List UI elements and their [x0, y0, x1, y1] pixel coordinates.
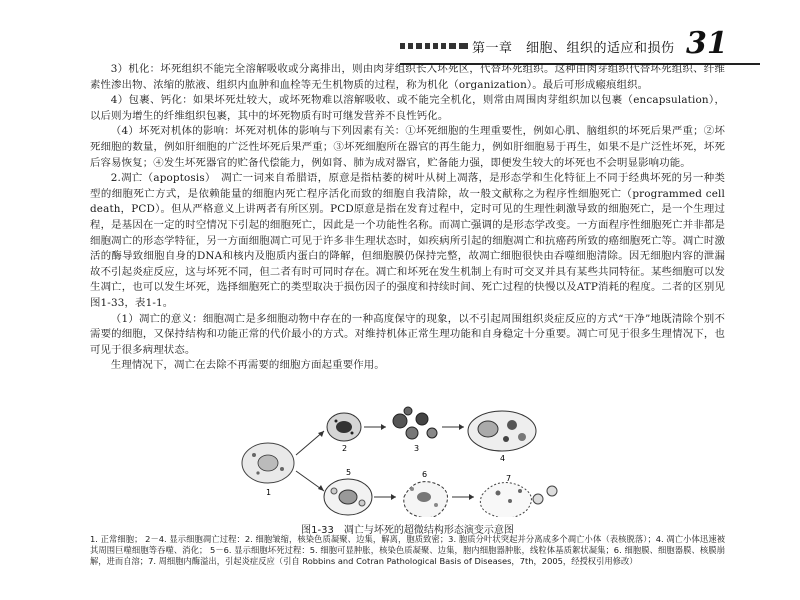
paragraph-encapsulation: 4）包裹、钙化：如果坏死灶较大，或坏死物难以溶解吸收、或不能完全机化，则常由周围肉芽组织加以包裹（encapsulation），以后则为增生的纤维组织包裹，其中的坏死物质有时可继发营养不良性钙化。 [90, 94, 725, 122]
paragraph-necrosis-effects: （4）坏死对机体的影响：坏死对机体的影响与下列因素有关：①坏死细胞的生理重要性，例如心肌、脑组织的坏死后果严重；②坏死细胞的数量，例如肝细胞的广泛性坏死后果严重；③坏死细胞所在器官的再生能力，例如肝细胞易于再生，如果不是广泛性坏死，坏死后容易恢复；④发生坏死器官的贮备代偿能力，例如肾、肺为成对器官，贮备能力强，即便发生较大的坏死也不会明显影响功能。 [90, 125, 725, 169]
label-6: 6 [422, 470, 428, 479]
figure-caption: 1. 正常细胞； 2－4. 显示细胞凋亡过程：2. 细胞皱缩，核染色质凝聚、边集，解离，胞质致密；3. 胞质分叶状突起并分离成多个凋亡小体（表核脱落）；4. 凋亡小体迅速被其周围巨噬细胞等吞噬、消化； 5－6. 显示细胞坏死过程：5. 细胞可显肿胀，核染色质凝聚、边集，胞内细胞器肿胀，线粒体基质絮状凝集；6. 细胞膜、细胞器膜、核膜崩解，进而自溶；7. 周细胞内酶溢出，引起炎症反应（引自 Robbins and Cotran Pathological Basis of Diseases，7th，2005，经授权引用修改） [90, 534, 725, 566]
apoptotic-bodies [393, 407, 437, 439]
page-number: 31 [686, 26, 728, 61]
disrupted-cell [404, 482, 448, 517]
cell-diagram [236, 405, 576, 517]
paragraph-physiological: 生理情况下，凋亡在去除不再需要的细胞方面起重要作用。 [110, 359, 385, 372]
inflammation [480, 483, 557, 517]
figure-title: 图1-33 凋亡与坏死的超微结构形态演变示意图 [301, 525, 514, 536]
paragraph-organization: 3）机化：坏死组织不能完全溶解吸收或分离排出，则由肉芽组织长入坏死区，代替坏死组织。这种由肉芽组织代替坏死组织、纤维素性渗出物、浓缩的脓液、组织内血肿和血栓等无生机物质的过程，称为机化（organization）。最后可形成瘢痕组织。 [90, 63, 725, 91]
page-header [400, 26, 760, 61]
shrunken-cell [327, 413, 361, 441]
body-text [90, 62, 725, 374]
label-4: 4 [500, 454, 506, 463]
chapter-title: 第一章 细胞、组织的适应和损伤 [472, 41, 675, 56]
header-decoration [400, 42, 468, 50]
label-3: 3 [414, 444, 420, 453]
label-1: 1 [266, 488, 272, 497]
label-2: 2 [342, 444, 348, 453]
label-5: 5 [346, 468, 352, 477]
normal-cell [242, 443, 294, 483]
paragraph-apoptosis: 2.凋亡（apoptosis） 凋亡一词来自希腊语，原意是指枯萎的树叶从树上凋落，是形态学和生化特征上不同于经典坏死的另一种类型的细胞死亡方式，是依赖能量的细胞内死亡程序活化而致的细胞自我清除，故一般文献称之为程序性细胞死亡（programmed cell death，PCD）。但从严格意义上讲两者有所区别。PCD原意是指在发育过程中，定时可见的生理性刺激导致的细胞死亡，是一个生理过程，是基因在一定的时空情况下引起的细胞死亡，因此是一个功能性名称。而凋亡强调的是形态学改变。一方面程序性细胞死亡并非都是细胞凋亡的形态学特征，另一方面细胞凋亡可见于许多非生理状态时，如疾病所引起的细胞凋亡和抗癌药所致的癌细胞死亡等。凋亡时激活的酶导致细胞自身的DNA和核内及胞质内蛋白的降解，但细胞膜仍保持完整，故凋亡细胞很快由吞噬细胞清除。因无细胞内容的泄漏故不引起炎症反应，这与坏死不同，但二者有时可同时存在。凋亡和坏死在发生机制上有时可交叉并具有某些共同特征。某些细胞可以发生凋亡，也可以发生坏死，选择细胞死亡的类型取决于损伤因子的强度和持续时间、死亡过程的快慢以及ATP消耗的程度。二者的区别见图1-33，表1-1。 [90, 172, 725, 309]
swollen-cell [324, 479, 372, 515]
paragraph-apoptosis-significance: （1）凋亡的意义：细胞凋亡是多细胞动物中存在的一种高度保守的现象，以不引起周围组织炎症反应的方式“干净”地既清除个别不需要的细胞，又保持结构和功能正常的代价最小的方式。对维持机体正常生理功能和自身稳定十分重要。凋亡可见于很多生理情况下，也可见于很多病理状态。 [90, 312, 725, 356]
figure-1-33 [236, 405, 576, 517]
phagocyte [468, 411, 536, 451]
label-7: 7 [506, 474, 512, 483]
